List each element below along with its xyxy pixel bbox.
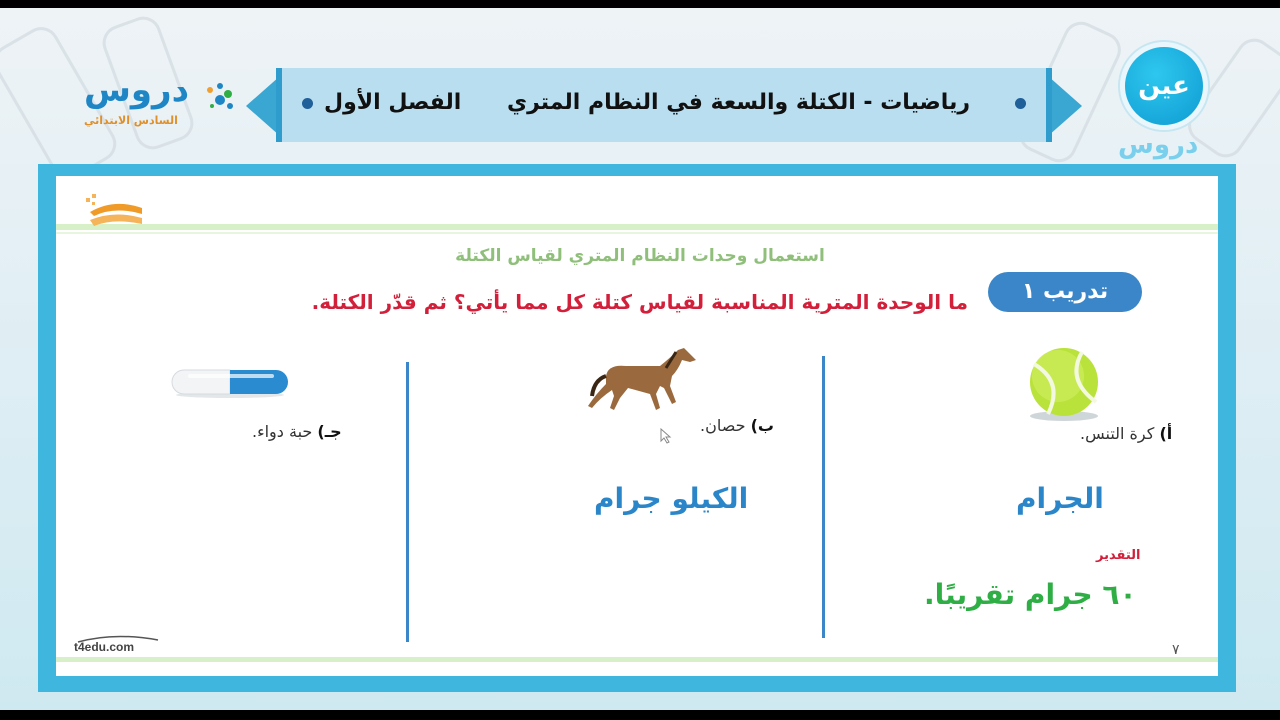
item-c-letter: جـ) (317, 422, 342, 441)
ein-logo-text: عين (1138, 71, 1190, 101)
watermark-text: t4edu.com (74, 640, 135, 654)
video-frame (0, 8, 1280, 710)
item-a-label (1080, 424, 1172, 443)
item-a-answer: الجرام (1016, 482, 1104, 515)
ein-logo-right (1112, 38, 1222, 168)
lesson-header-banner (262, 64, 1066, 146)
question-text: ما الوحدة المترية المناسبة لقياس كتلة كل مما يأتي؟ ثم قدّر الكتلة. (311, 290, 968, 314)
item-c-label (252, 422, 342, 441)
logo-subtitle: السادس الابتدائي (84, 114, 178, 127)
column-divider (406, 362, 409, 642)
slide-bottom-band (56, 657, 1218, 662)
item-b-label (700, 416, 774, 435)
logo-word: دروس (84, 70, 190, 110)
slide-top-band-thin (56, 232, 1218, 234)
banner-ribbon-right (1048, 76, 1082, 136)
watermark (74, 634, 164, 656)
durus-logo-left (78, 70, 248, 140)
banner-ribbon-left (246, 76, 280, 136)
lesson-slide (56, 176, 1218, 676)
item-b-letter: ب) (750, 416, 774, 435)
estimate-value: ٦٠ جرام تقريبًا. (924, 578, 1137, 611)
item-a-text: كرة التنس. (1080, 424, 1155, 443)
tennis-ball-icon (1018, 346, 1110, 422)
horse-icon (586, 346, 698, 414)
bullet-dot-icon (302, 98, 313, 109)
publisher-logo-icon (84, 190, 146, 230)
item-c-text: حبة دواء. (252, 422, 313, 441)
medicine-pill-icon (170, 368, 292, 398)
item-b-answer: الكيلو جرام (594, 482, 749, 515)
drill-badge: تدريب ١ (988, 272, 1142, 312)
page-number: ٧ (1172, 642, 1180, 658)
item-b-text: حصان. (700, 416, 746, 435)
section-title: استعمال وحدات النظام المتري لقياس الكتلة (455, 246, 825, 266)
ein-logo-subtext: دروس (1118, 130, 1199, 160)
chapter-label: الفصل الأول (324, 90, 462, 115)
item-a-letter: أ) (1159, 424, 1173, 443)
lesson-title: رياضيات - الكتلة والسعة في النظام المتري (506, 90, 970, 115)
mouse-cursor-icon (660, 428, 672, 444)
sparkle-icon (202, 80, 238, 116)
column-divider (822, 356, 825, 638)
banner-body (276, 68, 1052, 142)
slide-frame (38, 164, 1236, 692)
bullet-dot-icon (1015, 98, 1026, 109)
ein-logo-circle (1120, 42, 1208, 130)
slide-top-band (56, 224, 1218, 230)
estimate-label: التقدير (1096, 548, 1141, 563)
